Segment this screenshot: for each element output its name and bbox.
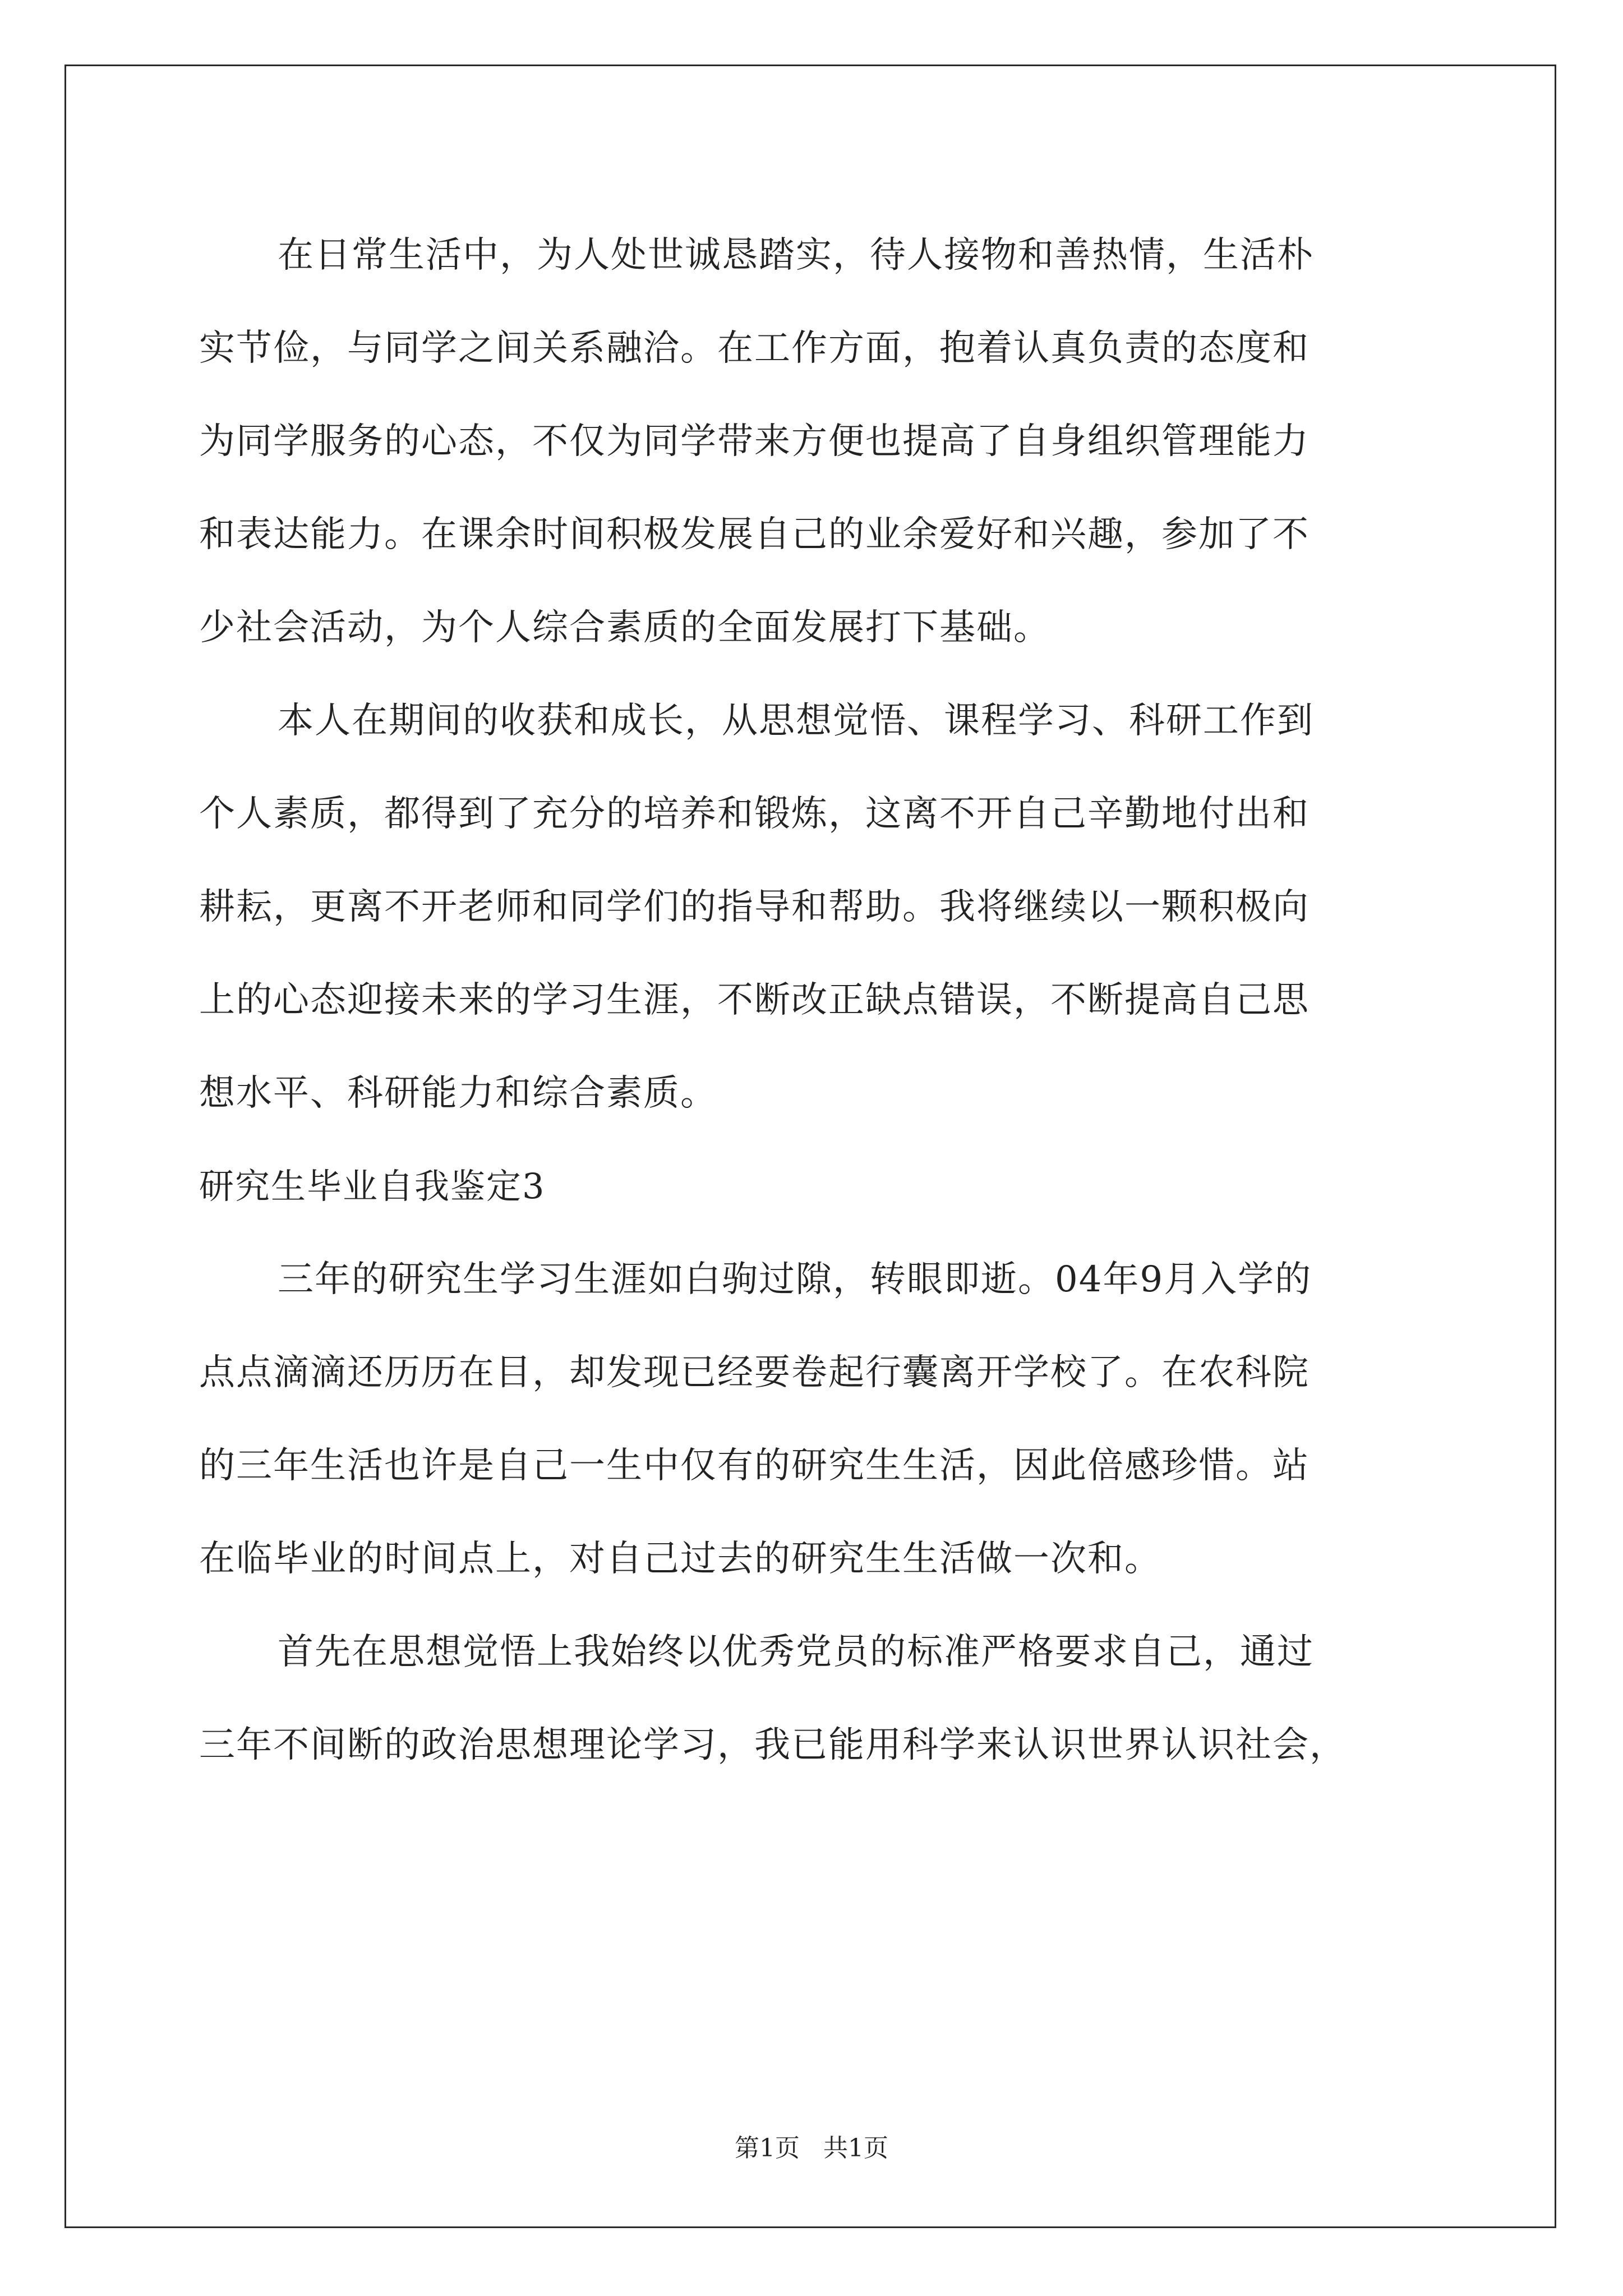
- text-line: 为同学服务的心态，不仅为同学带来方便也提高了自身组织管理能力: [199, 421, 1310, 462]
- text-line: 个人素质，都得到了充分的培养和锻炼，这离不开自己辛勤地付出和: [199, 793, 1310, 835]
- text-line: 上的心态迎接未来的学习生涯，不断改正缺点错误，不断提高自己思: [199, 979, 1310, 1021]
- text-line: 实节俭，与同学之间关系融洽。在工作方面，抱着认真负责的态度和: [199, 328, 1310, 369]
- text-line: 耕耘，更离不开老师和同学们的指导和帮助。我将继续以一颗积极向: [199, 886, 1310, 928]
- paragraph: [199, 1233, 1427, 1605]
- text-line: 首先在思想觉悟上我始终以优秀党员的标准严格要求自己，通过: [278, 1631, 1314, 1673]
- text-line: 点点滴滴还历历在目，却发现已经要卷起行囊离开学校了。在农科院: [199, 1352, 1310, 1393]
- document-body: [199, 209, 1427, 1792]
- text-line: 在日常生活中，为人处世诚恳踏实，待人接物和善热情，生活朴: [278, 234, 1314, 276]
- paragraph: [199, 209, 1427, 674]
- text-line: 少社会活动，为个人综合素质的全面发展打下基础。: [199, 607, 1050, 648]
- text-line: 三年不间断的政治思想理论学习，我已能用科学来认识世界认识社会，: [199, 1724, 1347, 1766]
- text-line: 本人在期间的收获和成长，从思想觉悟、课程学习、科研工作到: [278, 700, 1314, 742]
- page-number-footer: 第1页 共1页: [735, 2134, 888, 2162]
- text-line: 和表达能力。在课余时间积极发展自己的业余爱好和兴趣，参加了不: [199, 514, 1310, 555]
- paragraph: [199, 674, 1427, 1140]
- text-line: 的三年生活也许是自己一生中仅有的研究生生活，因此倍感珍惜。站: [199, 1445, 1310, 1487]
- section-heading: 研究生毕业自我鉴定3: [199, 1166, 546, 1207]
- text-line: 在临毕业的时间点上，对自己过去的研究生生活做一次和。: [199, 1538, 1161, 1580]
- text-line: 三年的研究生学习生涯如白驹过隙，转眼即逝。04年9月入学的: [278, 1259, 1312, 1300]
- paragraph: [199, 1605, 1427, 1792]
- text-line: 想水平、科研能力和综合素质。: [199, 1073, 717, 1114]
